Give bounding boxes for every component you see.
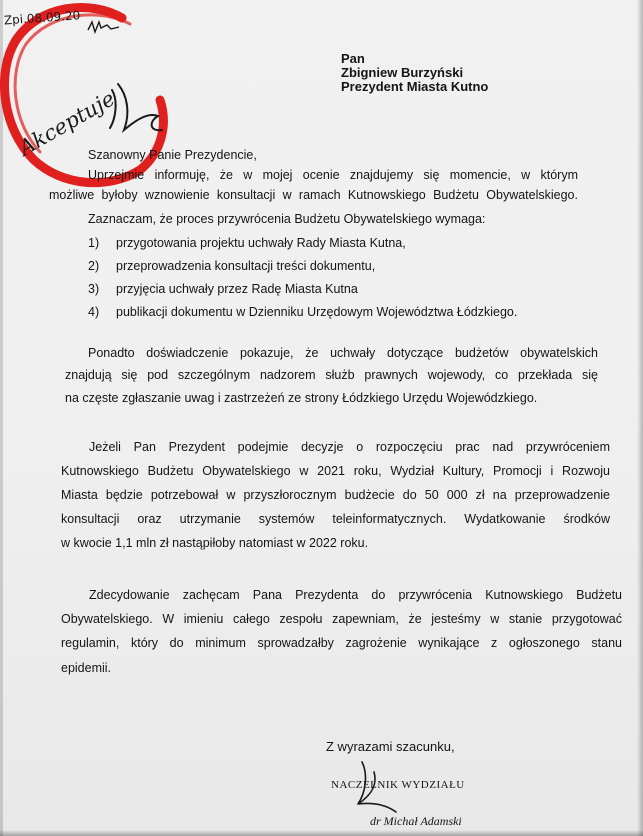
paragraph-4-line-5: w kwocie 1,1 mln zł nastąpiłoby natomiast w 2022 roku. [61, 536, 369, 550]
paragraph-1-line-2: możliwe byłoby wznowienie konsultacji w ramach Kutnowskiego Budżetu Obywatelskiego. [49, 188, 578, 202]
handwritten-word: Akceptuje [14, 86, 119, 161]
signature-name: dr Michał Adamski [370, 814, 462, 828]
list-number: 4) [88, 305, 100, 319]
handwritten-initials [88, 22, 119, 32]
handwritten-date: Zpi.08.09.20 [3, 8, 81, 28]
list-text: przeprowadzenia konsultacji treści dokumentu, [116, 259, 376, 273]
paragraph-2-intro: Zaznaczam, że proces przywrócenia Budżetu Obywatelskiego wymaga: [88, 212, 486, 226]
paragraph-4-line-4: konsultacji oraz utrzymanie systemów teleinformatycznych. Wydatkowanie środków [61, 512, 610, 526]
paragraph-5-line-2: Obywatelskiego. W imieniu całego zespołu zapewniam, że jesteśmy w stanie przygotować [61, 612, 622, 626]
list-text: przyjęcia uchwały przez Radę Miasta Kutna [116, 282, 358, 296]
list-item [88, 259, 375, 273]
signature-title: NACZELNIK WYDZIAŁU [331, 779, 465, 791]
list-number: 3) [88, 282, 100, 296]
recipient-position: Prezydent Miasta Kutno [341, 79, 489, 94]
paragraph-4-line-2: Kutnowskiego Budżetu Obywatelskiego w 2021 roku, Wydział Kultury, Promocji i Rozwoju [61, 464, 610, 478]
paragraph-3-line-2: znajdują się pod szczególnym nadzorem służb prawnych wojewody, co przekłada się [65, 368, 598, 382]
paragraph-5-line-3: regulamin, który do minimum sprowadzałby zagrożenie wynikające z ogłoszonego stanu [61, 636, 622, 650]
paragraph-1-line-1: Uprzejmie informuję, że w mojej ocenie znajdujemy się momencie, w którym [88, 168, 578, 182]
list-text: publikacji dokumentu w Dzienniku Urzędowym Województwa Łódzkiego. [116, 305, 518, 319]
page-bottom-shadow [0, 830, 643, 836]
list-text: przygotowania projektu uchwały Rady Miasta Kutna, [116, 236, 406, 250]
list-item [88, 282, 358, 296]
recipient-name: Zbigniew Burzyński [341, 65, 464, 80]
paragraph-3-line-3: na częste zgłaszanie uwag i zastrzeżeń ze strony Łódzkiego Urzędu Wojewódzkiego. [65, 391, 538, 405]
paragraph-4-line-1: Jeżeli Pan Prezydent podejmie decyzje o rozpoczęciu prac nad przywróceniem [89, 440, 610, 454]
list-number: 2) [88, 259, 100, 273]
recipient-title: Pan [341, 51, 365, 66]
paragraph-3-line-1: Ponadto doświadczenie pokazuje, że uchwały dotyczące budżetów obywatelskich [88, 346, 598, 360]
salutation: Szanowny Panie Prezydencie, [88, 148, 257, 162]
paragraph-4-line-3: Miasta będzie potrzebował w przyszłorocznym budżecie do 50 000 zł na przeprowadzenie [61, 488, 610, 502]
page-right-shadow [637, 0, 643, 836]
list-item [88, 305, 517, 319]
recipient-block [341, 52, 488, 94]
list-number: 1) [88, 236, 100, 250]
paragraph-5-line-4: epidemii. [61, 661, 112, 675]
list-item [88, 236, 406, 250]
closing-phrase: Z wyrazami szacunku, [326, 739, 455, 754]
paragraph-5-line-1: Zdecydowanie zachęcam Pana Prezydenta do przywrócenia Kutnowskiego Budżetu [89, 588, 622, 602]
